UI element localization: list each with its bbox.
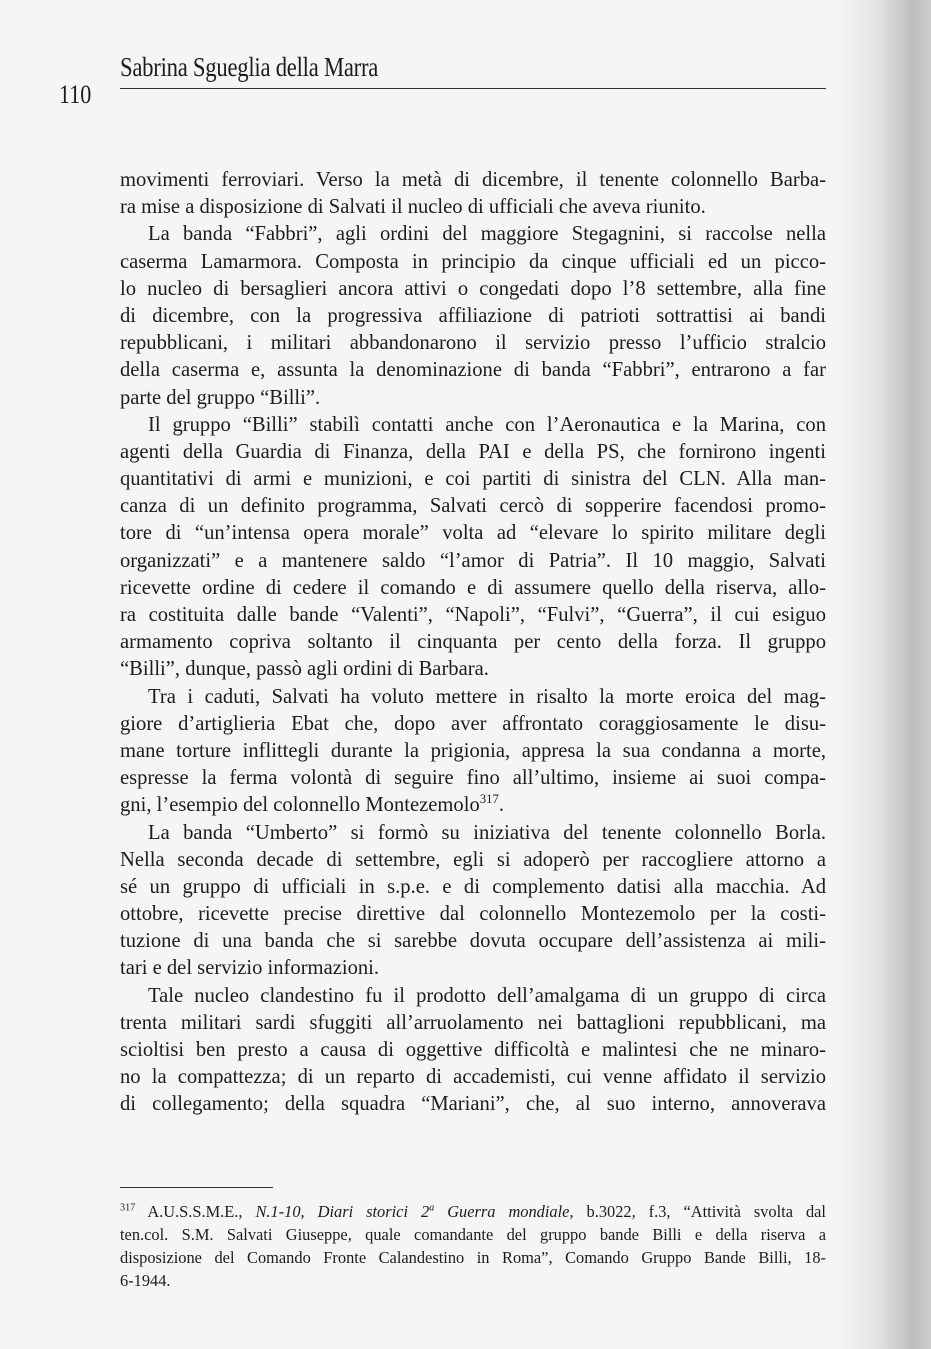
text-line bbox=[120, 901, 826, 928]
text-line-content: La banda “Fabbri”, agli ordini del maggiore Stegagnini, si raccolse nella bbox=[148, 223, 826, 246]
text-line bbox=[120, 1037, 826, 1064]
footnote-line bbox=[120, 1269, 826, 1292]
footnote-line bbox=[120, 1223, 826, 1246]
text-line-content: canza di un definito programma, Salvati cercò di sopperire facendosi promo- bbox=[120, 495, 826, 518]
text-line-content: Nella seconda decade di settembre, egli si adoperò per raccogliere attorno a bbox=[120, 848, 826, 871]
text-line-content: parte del gruppo “Billi”. bbox=[120, 386, 321, 409]
text-line bbox=[120, 928, 826, 955]
text-line bbox=[120, 439, 826, 466]
footnote-text: ten.col. S.M. Salvati Giuseppe, quale comandante del gruppo bande Billi e della riserva a bbox=[120, 1225, 826, 1244]
text-line bbox=[120, 684, 826, 711]
text-line-content: tuzione di una banda che si sarebbe dovuta occupare dell’assistenza ai mili- bbox=[120, 930, 826, 953]
text-line bbox=[120, 711, 826, 738]
footnote-line bbox=[120, 1200, 826, 1223]
text-line bbox=[120, 575, 826, 602]
text-line bbox=[120, 385, 826, 412]
text-line-content: ra costituita dalle bande “Valenti”, “Napoli”, “Fulvi”, “Guerra”, il cui esiguo bbox=[120, 604, 826, 626]
text-line bbox=[120, 955, 826, 982]
text-line bbox=[120, 303, 826, 330]
text-line-content: armamento copriva soltanto il cinquanta per cento della forza. Il gruppo bbox=[120, 631, 826, 654]
text-line-content: Tale nucleo clandestino fu il prodotto dell’amalgama di un gruppo di circa bbox=[148, 984, 826, 1007]
text-line-content: Tra i caduti, Salvati ha voluto mettere in risalto la morte eroica del mag- bbox=[148, 685, 826, 708]
text-line-content: quantitativi di armi e munizioni, e coi partiti di sinistra del CLN. Alla man- bbox=[120, 468, 826, 491]
text-line-content: no la compattezza; di un reparto di accademisti, cui venne affidato il servizio bbox=[120, 1066, 826, 1089]
text-line-content: organizzati” e a mantenere saldo “l’amor di Patria”. Il 10 maggio, Salvati bbox=[120, 549, 826, 572]
text-line-content: sé un gruppo di ufficiali in s.p.e. e di complemento datisi alla macchia. Ad bbox=[120, 875, 826, 898]
text-line bbox=[120, 1064, 826, 1091]
text-line bbox=[120, 765, 826, 792]
body-text bbox=[120, 167, 826, 1119]
text-line bbox=[120, 656, 826, 683]
text-line-content: tore di “un’intensa opera morale” volta ad “elevare lo spirito militare degli bbox=[120, 522, 826, 545]
text-line bbox=[120, 249, 826, 276]
text-line bbox=[120, 466, 826, 493]
page-number: 110 bbox=[59, 80, 92, 109]
text-line bbox=[120, 738, 826, 765]
text-line-content: La banda “Umberto” si formò su iniziativa del tenente colonnello Borla. bbox=[148, 821, 826, 844]
text-line bbox=[120, 330, 826, 357]
text-line bbox=[120, 493, 826, 520]
page-edge-shadow bbox=[836, 0, 931, 1349]
footnote-text: A.U.S.S.M.E., bbox=[147, 1202, 256, 1221]
text-line-content: ottobre, ricevette precise direttive dal colonnello Montezemolo per la costi- bbox=[120, 903, 826, 926]
running-head: Sabrina Sgueglia della Marra bbox=[120, 52, 379, 82]
text-line-content: agenti della Guardia di Finanza, della PAI e della PS, che fornirono ingenti bbox=[120, 440, 826, 463]
text-line bbox=[120, 792, 826, 819]
text-line-content: lo nucleo di bersaglieri ancora attivi o congedati dopo l’8 settembre, alla fine bbox=[120, 277, 826, 300]
text-line-content: movimenti ferroviari. Verso la metà di dicembre, il tenente colonnello Barba- bbox=[120, 169, 826, 191]
text-line bbox=[120, 221, 826, 248]
footnote-text: 6-1944. bbox=[120, 1271, 171, 1290]
footnotes bbox=[120, 1200, 826, 1292]
text-line bbox=[120, 357, 826, 384]
text-line-content: tari e del servizio informazioni. bbox=[120, 957, 380, 980]
text-line-content: Il gruppo “Billi” stabilì contatti anche con l’Aeronautica e la Marina, con bbox=[148, 413, 826, 436]
footnote-text: a bbox=[429, 1202, 435, 1214]
text-line-content: di collegamento; della squadra “Mariani”, che, al suo interno, annoverava bbox=[120, 1093, 826, 1116]
footnote-text: N.1-10, Diari storici 2 bbox=[255, 1202, 430, 1221]
text-line-content: della caserma e, assunta la denominazione di banda “Fabbri”, entrarono a far bbox=[120, 359, 826, 382]
text-line bbox=[120, 1010, 826, 1037]
text-line-content: gni, l’esempio del colonnello Montezemolo bbox=[120, 794, 480, 817]
text-line-content: giore d’artiglieria Ebat che, dopo aver affrontato coraggiosamente le disu- bbox=[120, 712, 826, 735]
text-line bbox=[120, 820, 826, 847]
footnote-text: disposizione del Comando Fronte Calandestino in Roma”, Comando Gruppo Bande Billi, 18- bbox=[120, 1248, 826, 1267]
text-line bbox=[120, 1091, 826, 1118]
text-line-content: scioltisi ben presto a causa di oggettive difficoltà e malintesi che ne minaro- bbox=[120, 1039, 826, 1061]
text-line-content: di dicembre, con la progressiva affiliazione di patrioti sottrattisi ai bandi bbox=[120, 304, 826, 327]
text-line-content: espresse la ferma volontà di seguire fino all’ultimo, insieme ai suoi compa- bbox=[120, 767, 826, 790]
text-line bbox=[120, 167, 826, 194]
header-rule bbox=[120, 88, 826, 89]
text-line bbox=[120, 276, 826, 303]
footnote-text: Guerra mondiale bbox=[434, 1202, 570, 1221]
footnote-number: 317 bbox=[120, 1202, 136, 1214]
text-line-content: “Billi”, dunque, passò agli ordini di Barbara. bbox=[120, 658, 489, 681]
footnote-text: , b.3022, f.3, “Attività svolta dal bbox=[569, 1202, 826, 1221]
footnote-line bbox=[120, 1246, 826, 1269]
text-line bbox=[120, 548, 826, 575]
footnote-rule bbox=[120, 1187, 273, 1188]
text-line bbox=[120, 983, 826, 1010]
text-line bbox=[120, 520, 826, 547]
text-line bbox=[120, 874, 826, 901]
text-line bbox=[120, 629, 826, 656]
text-line-content: ra mise a disposizione di Salvati il nucleo di ufficiali che aveva riunito. bbox=[120, 196, 706, 219]
text-line-content: ricevette ordine di cedere il comando e di assumere quello della riserva, allo- bbox=[120, 576, 826, 599]
text-line bbox=[120, 412, 826, 439]
text-line bbox=[120, 602, 826, 629]
text-line bbox=[120, 194, 826, 221]
text-line-content: caserma Lamarmora. Composta in principio da cinque ufficiali ed un picco- bbox=[120, 250, 826, 273]
text-line-content: mane torture inflittegli durante la prigionia, appresa la sua condanna a morte, bbox=[120, 739, 826, 762]
footnote-reference[interactable]: 317 bbox=[479, 792, 499, 807]
text-line-content: repubblicani, i militari abbandonarono il servizio presso l’ufficio stralcio bbox=[120, 332, 826, 355]
text-line bbox=[120, 847, 826, 874]
text-line-content: trenta militari sardi sfuggiti all’arruolamento nei battaglioni repubblicani, ma bbox=[120, 1011, 826, 1034]
text-line-tail: . bbox=[498, 794, 505, 817]
